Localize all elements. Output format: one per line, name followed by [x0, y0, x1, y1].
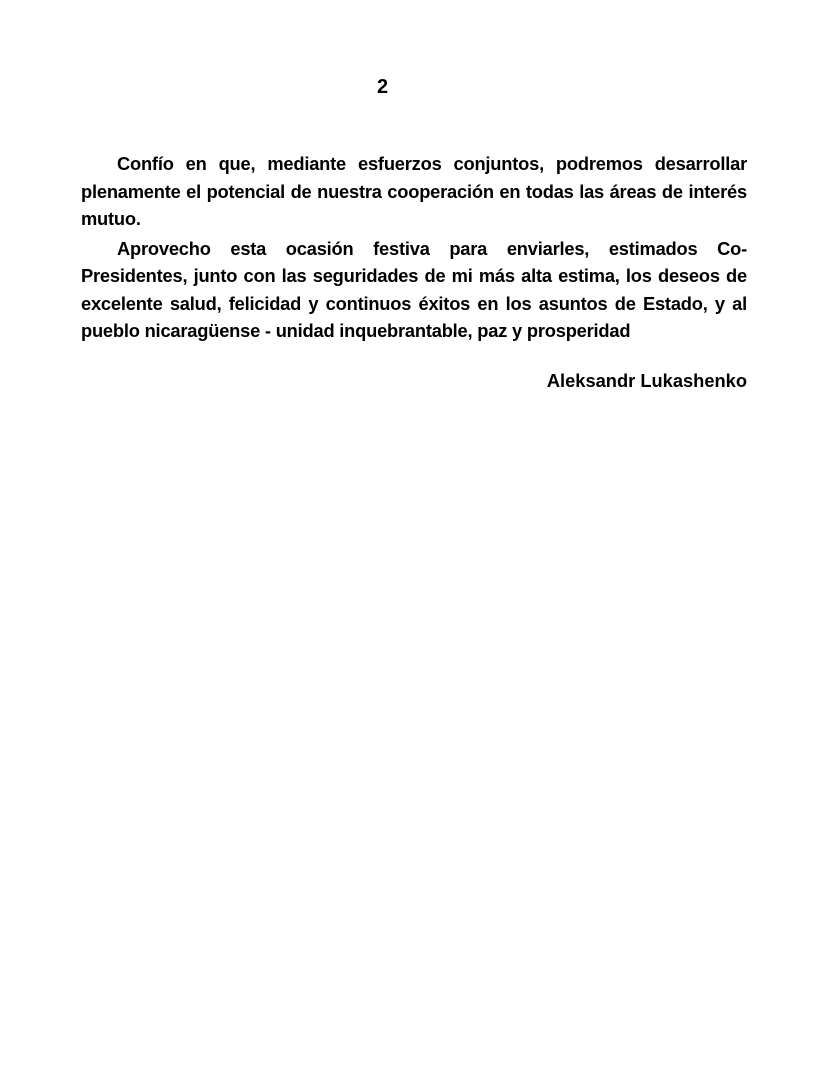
signature: Aleksandr Lukashenko: [546, 370, 747, 391]
letter-body: [81, 150, 747, 347]
page-number: 2: [376, 76, 389, 98]
paragraph-cooperation: Confío en que, mediante esfuerzos conjuntos, podremos desarrollar plenamente el potencial de nuestra cooperación en todas las áreas de interés mutuo.: [81, 153, 747, 229]
paragraph-wishes: Aprovecho esta ocasión festiva para enviarles, estimados Co-Presidentes, junto con las seguridades de mi más alta estima, los deseos de excelente salud, felicidad y continuos éxitos en los asuntos de Estado, y al pueblo nicaragüense - unidad inquebrantable, paz y prosperidad: [81, 237, 747, 341]
